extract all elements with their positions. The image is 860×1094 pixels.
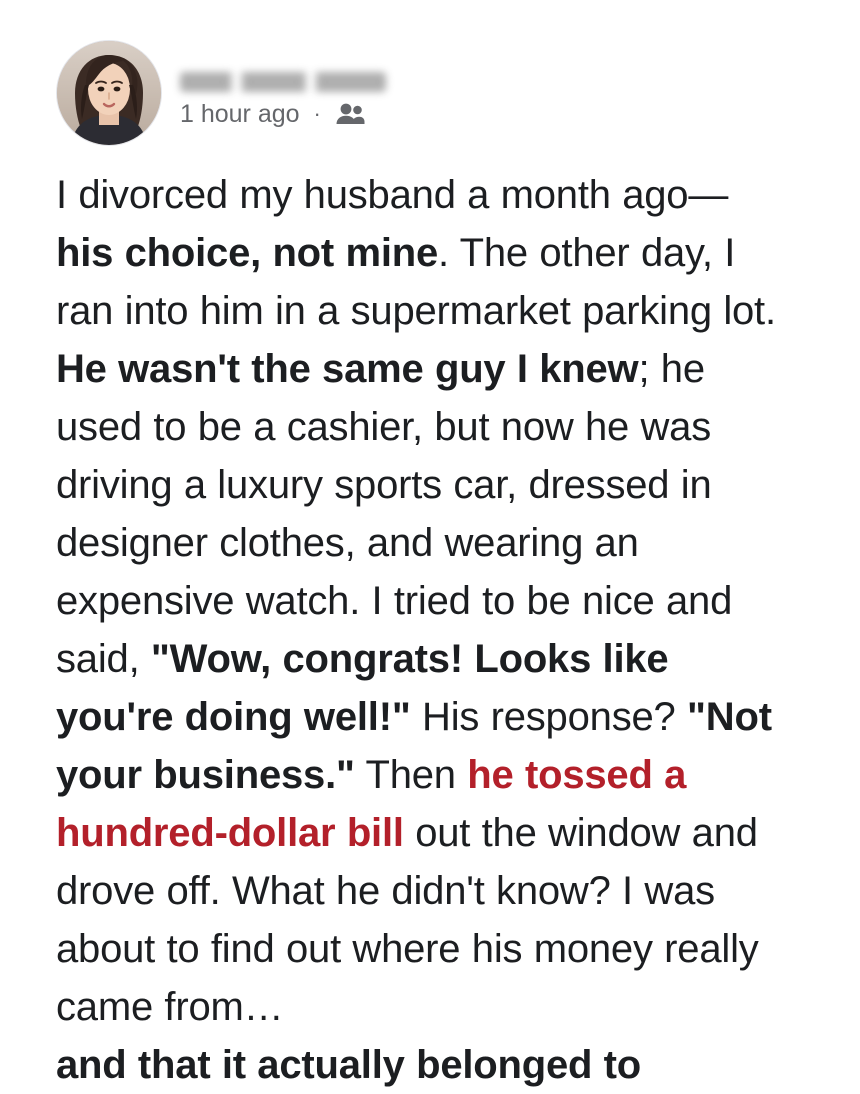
post-text-truncated-line: and that it actually belonged to [56, 1043, 642, 1087]
post-text-segment-3: . The other day, I ran into him in a supermarket parking lot. [56, 231, 776, 333]
post-text-segment-1: I divorced my husband a month ago— [56, 173, 729, 217]
post-text-segment-7: His response? [410, 695, 688, 739]
post-text-segment-6: "Wow, congrats! Looks like you're doing well!" [56, 637, 669, 739]
meta-separator: · [313, 101, 321, 126]
post-text-segment-8: "Not your business." [56, 695, 772, 797]
post-meta [180, 100, 386, 128]
post-text-segment-10: out the window and drove off. What he didn't know? I was about to find out where his money really came from… [56, 811, 759, 1029]
post-text-segment-9: Then [354, 753, 468, 797]
post-text-highlight: he tossed a hundred-dollar bill [56, 753, 687, 855]
avatar[interactable] [56, 40, 162, 146]
post-text-segment-2: his choice, not mine [56, 231, 439, 275]
post-header [56, 40, 782, 150]
post-text-segment-4: He wasn't the same guy I knew [56, 347, 639, 391]
post-header-text [180, 40, 386, 128]
post-body [56, 166, 782, 1094]
author-name-redacted[interactable] [180, 72, 386, 92]
post-timestamp[interactable]: 1 hour ago [180, 100, 300, 128]
friends-icon[interactable] [335, 101, 365, 127]
post-text-segment-5: ; he used to be a cashier, but now he was driving a luxury sports car, dressed in designer clothes, and wearing an expensive watch. I tried to be nice and said, [56, 347, 733, 681]
